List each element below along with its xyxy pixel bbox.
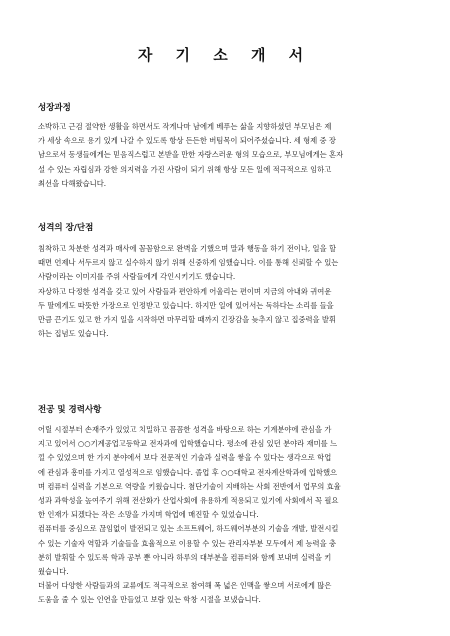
body-line: 어릴 시절부터 손재주가 있었고 치밀하고 꼼꼼한 성격을 바탕으로 하는 기계분야에 관심을 가 <box>38 425 332 434</box>
document-title: 자 기 소 개 서 <box>137 46 313 64</box>
body-line: 하는 집념도 있습니다. <box>38 329 109 339</box>
body-line: 설 수 있는 자립심과 강한 의지력을 가진 사람이 되기 위해 항상 모든 일에 적극적으로 임하고 <box>38 164 332 174</box>
section-body-growth <box>38 120 416 191</box>
body-line: 침착하고 차분한 성격과 매사에 꼼꼼함으로 완벽을 기했으며 말과 행동을 하기 전이나, 일을 할 <box>38 244 337 253</box>
body-line: 웠습니다. <box>38 567 69 577</box>
section-body-personality <box>38 242 416 341</box>
body-line: 소박하고 근검 절약한 생활을 하면서도 작게나마 남에게 베푸는 삶을 지향하셨던 부모님은 제 <box>38 122 332 131</box>
body-line: 때면 언제나 서두르지 않고 실수하지 않기 위해 신중하게 임했습니다. 이를 통해 신뢰할 수 있는 <box>38 258 339 268</box>
body-line: 컴퓨터를 중심으로 끊임없이 발전되고 있는 소프트웨어, 하드웨어부분의 기술을 개발, 발전시킬 <box>38 524 339 534</box>
body-line: 더불어 다양한 사람들과의 교류에도 적극적으로 참여해 폭 넓은 인맥을 쌓으며 서로에게 많은 <box>38 581 332 591</box>
body-line: 며 컴퓨터 실력을 기본으로 역량을 키웠습니다. 첨단기술이 지배하는 사회 전반에서 업무의 효율 <box>38 481 341 491</box>
body-line: 분히 발휘할 수 있도록 학과 공부 뿐 아니라 하루의 대부분을 컴퓨터와 함께 보내며 실력을 키 <box>38 552 332 562</box>
section-heading-personality: 성격의 장/단점 <box>38 223 94 233</box>
body-line: 만큼 끈기도 있고 한 가지 일을 시작하면 마무리할 때까지 긴장감을 늦추지 않고 집중력을 발휘 <box>38 315 337 325</box>
body-line: 지고 있어서 ○○기계공업고등학교 전자과에 입학했습니다. 평소에 관심 있던 분야라 재미를 느 <box>38 439 338 449</box>
section-heading-career: 전공 및 경력사항 <box>38 405 102 415</box>
body-line: 남으로서 동생들에게는 믿음직스럽고 본받을 만한 자랑스러운 형의 모습으로, 부모님에게는 혼자 <box>38 150 344 160</box>
body-line: 낄 수 있었으며 한 가지 분야에서 보다 전문적인 기술과 실력을 쌓을 수 있다는 생각으로 학업 <box>38 453 332 463</box>
section-body-career <box>38 423 416 608</box>
body-line: 자상하고 다정한 성격을 갖고 있어 사람들과 편안하게 어울리는 편이며 지금의 아내와 귀여운 <box>38 286 332 296</box>
body-line: 성과 과학성을 높여주기 위해 전산화가 산업사회에 유용하게 적용되고 있기에 사회에서 꼭 필요 <box>38 496 339 506</box>
body-line: 에 관심과 흥미를 가지고 열성적으로 임했습니다. 졸업 후 ○○대학교 전자계산학과에 입학했으 <box>38 467 338 477</box>
section-heading-growth: 성장과정 <box>38 103 71 113</box>
body-line: 수 있는 기술자 역할과 기술들을 효율적으로 이용할 수 있는 관리자부분 모두에서 제 능력을 충 <box>38 538 337 548</box>
body-line: 가 세상 속으로 용기 있게 나갈 수 있도록 항상 든든한 버팀목이 되어주셨습니다. 세 형제 중 장 <box>38 136 336 146</box>
body-line: 한 인재가 되겠다는 작은 소망을 가지며 학업에 매진할 수 있었습니다. <box>38 510 259 520</box>
body-line: 도움을 줄 수 있는 인연을 만들었고 보람 있는 학창 시절을 보냈습니다. <box>38 595 261 605</box>
body-line: 최선을 다해왔습니다. <box>38 178 107 188</box>
body-line: 사람이라는 이미지를 주위 사람들에게 각인시키기도 했습니다. <box>38 272 236 282</box>
body-line: 두 딸에게도 따뜻한 가장으로 인정받고 있습니다. 하지만 일에 있어서는 독하다는 소리를 들을 <box>38 300 334 310</box>
